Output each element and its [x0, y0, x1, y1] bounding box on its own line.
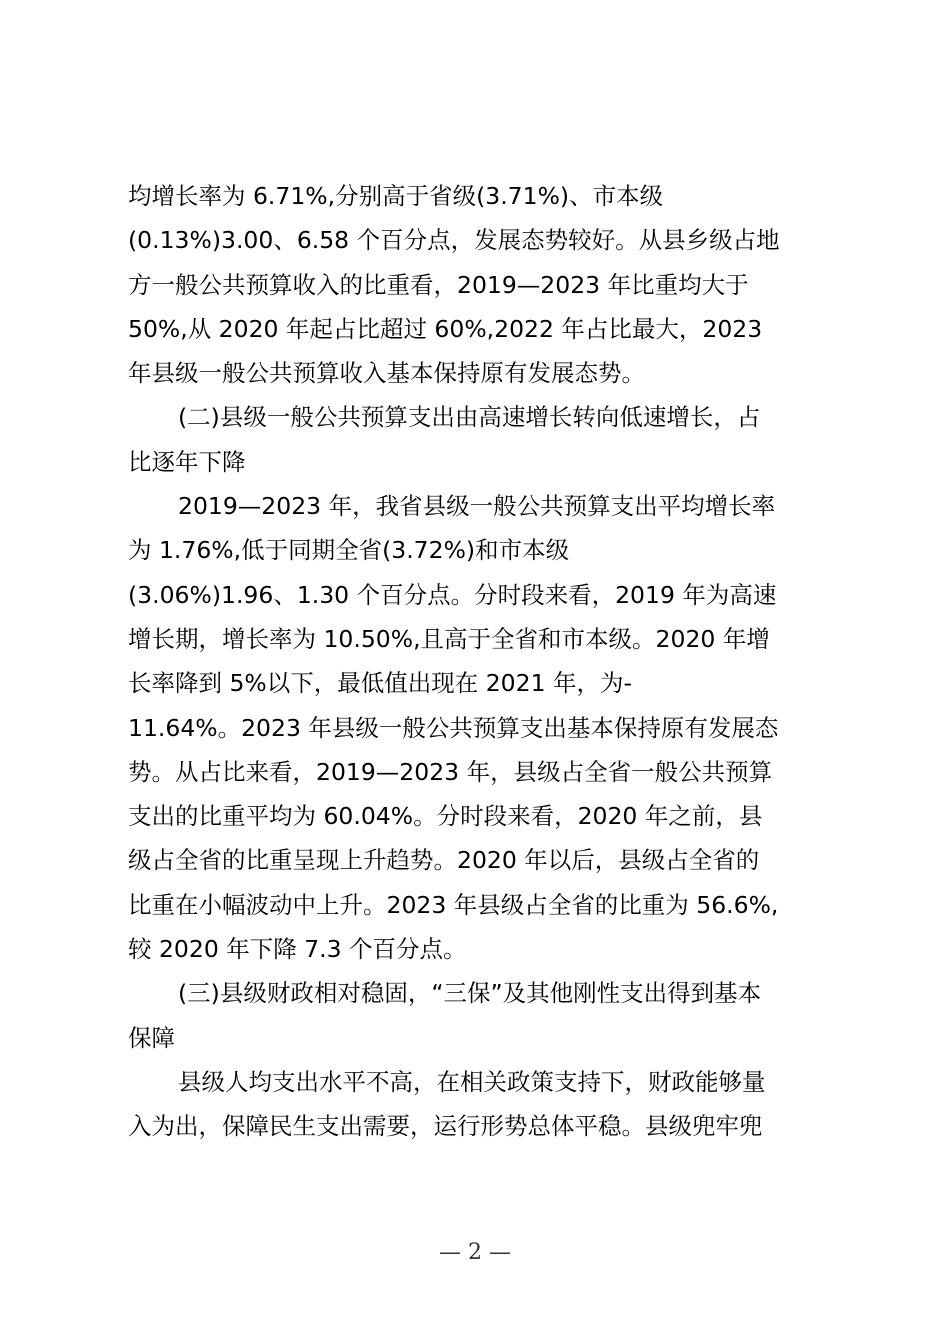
text-line: 为 1.76%,低于同期全省(3.72%)和市本级 — [128, 536, 570, 565]
text-line: (0.13%)3.00、6.58 个百分点，发展态势较好。从县乡级占地 — [128, 226, 780, 255]
text-line: 县级人均支出水平不高，在相关政策支持下，财政能够量 — [178, 1067, 766, 1096]
text-line: 入为出，保障民生支出需要，运行形势总体平稳。县级兜牢兜 — [128, 1112, 763, 1141]
text-line: 保障 — [128, 1023, 175, 1052]
text-line: 11.64%。2023 年县级一般公共预算支出基本保持原有发展态 — [128, 713, 779, 742]
text-line: 较 2020 年下降 7.3 个百分点。 — [128, 935, 467, 964]
text-line: (三)县级财政相对稳固，“三保”及其他刚性支出得到基本 — [178, 979, 762, 1008]
text-line: 长率降到 5%以下，最低值出现在 2021 年，为- — [128, 669, 632, 698]
text-line: 级占全省的比重呈现上升趋势。2020 年以后，县级占全省的 — [128, 846, 760, 875]
page-number: — 2 — — [439, 1240, 511, 1265]
text-line: (二)县级一般公共预算支出由高速增长转向低速增长，占 — [178, 403, 761, 432]
text-line: 均增长率为 6.71%,分别高于省级(3.71%)、市本级 — [128, 182, 664, 210]
document-body — [128, 174, 848, 1149]
text-line: 方一般公共预算收入的比重看，2019—2023 年比重均大于 — [128, 270, 749, 299]
text-line: 比逐年下降 — [128, 447, 246, 476]
text-line: 支出的比重平均为 60.04%。分时段来看，2020 年之前，县 — [128, 802, 763, 831]
text-line: 势。从占比来看，2019—2023 年，县级占全省一般公共预算 — [128, 757, 773, 786]
text-line: (3.06%)1.96、1.30 个百分点。分时段来看，2019 年为高速 — [128, 580, 777, 609]
text-line: 2019—2023 年，我省县级一般公共预算支出平均增长率 — [178, 492, 776, 521]
text-line: 增长期，增长率为 10.50%,且高于全省和市本级。2020 年增 — [128, 624, 770, 653]
text-line: 比重在小幅波动中上升。2023 年县级占全省的比重为 56.6%, — [128, 890, 779, 919]
text-line: 年县级一般公共预算收入基本保持原有发展态势。 — [128, 359, 645, 388]
text-line: 50%,从 2020 年起占比超过 60%,2022 年占比最大，2023 — [128, 314, 763, 343]
